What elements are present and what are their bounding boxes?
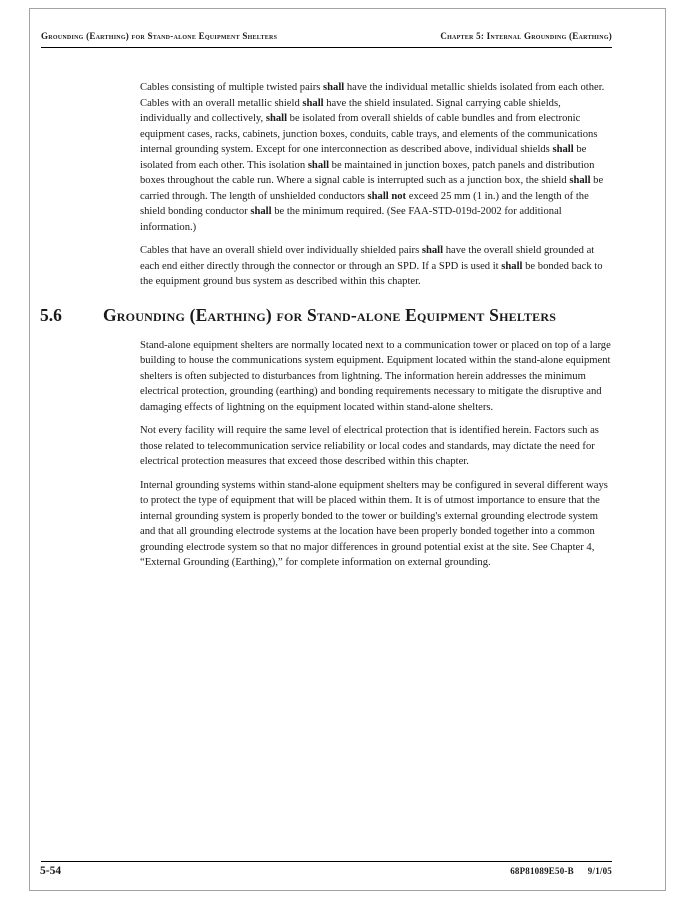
footer-doc-code: 68P81089E50-B [510, 866, 574, 876]
paragraph-overall-shield-grounding: Cables that have an overall shield over individually shielded pairs shall have the overall shield grounded at each end either directly through the connector or through an SPD. If a SPD is used it shall be bonded back to the equipment ground bus system as described within this chapter. [140, 245, 603, 287]
section-number: 5.6 [40, 304, 62, 325]
footer-doc-info [510, 866, 612, 876]
paragraph-protection-level: Not every facility will require the same level of electrical protection that is identified herein. Factors such as those related to telecommunication service reliability or local codes and standards, may dictate the need for electrical protection measures that exceed those described within this chapter. [140, 425, 599, 467]
footer-page-number: 5-54 [40, 865, 62, 877]
page-header [41, 31, 612, 41]
intro-paragraphs [40, 80, 612, 290]
section-paragraphs [40, 338, 612, 571]
page-footer [40, 865, 612, 877]
paragraph-internal-grounding-systems: Internal grounding systems within stand-alone equipment shelters may be configured in several different ways to protect the type of equipment that will be placed within them. It is of utmost importance to ensure that the internal grounding system is properly bonded to the tower or building's external grounding electrode system and that all grounding electrode systems at the location have been properly bonded together into a common grounding electrode system so that no major differences in ground potential exist at the site. See Chapter 4, “External Grounding (Earthing),” for complete information on external grounding. [140, 479, 608, 568]
header-rule [41, 47, 612, 48]
footer-date: 9/1/05 [587, 866, 612, 876]
paragraph-shelter-overview: Stand-alone equipment shelters are normally located next to a communication tower or placed on top of a large building to house the communications system equipment. Equipment located within the stand-alone equipment shelters is often subjected to disturbances from lightning. The information herein addresses the minimum electrical protection, grounding (earthing) and bonding requirements necessary to mitigate the disruptive and damaging effects of lightning on the equipment located within stand-alone shelters. [140, 339, 611, 413]
page-body [40, 80, 612, 579]
footer-rule [41, 861, 612, 862]
paragraph-cable-shield-isolation: Cables consisting of multiple twisted pairs shall have the individual metallic shields isolated from each other. Cables with an overall metallic shield shall have the shield insulated. Signal carrying cable shields, individually and collectively, shall be isolated from overall shields of cable bundles and from electronic equipment cases, racks, cabinets, junction boxes, conduits, cable trays, and elements of the communications internal grounding system. Except for one interconnection as described above, individual shields shall be isolated from each other. This isolation shall be maintained in junction boxes, patch panels and distribution boxes throughout the cable run. Where a signal cable is interrupted such as a junction box, the shield shall be carried through. The length of unshielded conductors shall not exceed 25 mm (1 in.) and the length of the shield bonding conductor shall be the minimum required. (See FAA-STD-019d-2002 for additional information.) [140, 82, 605, 233]
header-right-title: Chapter 5: Internal Grounding (Earthing) [440, 31, 612, 41]
section-title: Grounding (Earthing) for Stand-alone Equipment Shelters [103, 304, 557, 325]
section-heading [40, 304, 612, 326]
header-left-title: Grounding (Earthing) for Stand-alone Equipment Shelters [41, 31, 278, 41]
